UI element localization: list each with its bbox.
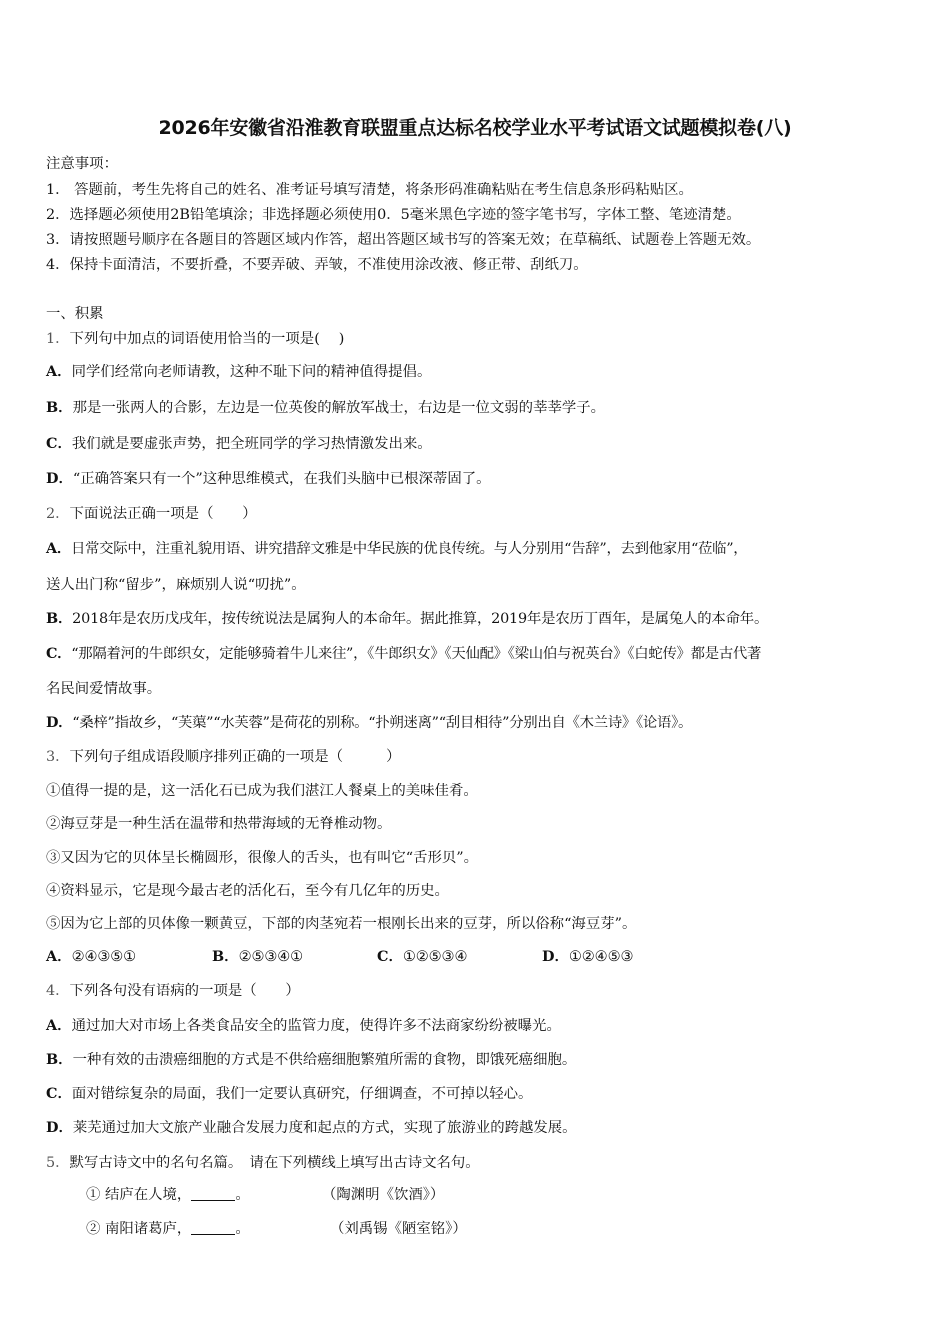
question-4 <box>46 979 300 1000</box>
notice-heading: 注意事项： <box>46 156 118 172</box>
option-label: C． <box>377 948 403 965</box>
option-text: 面对错综复杂的局面，我们一定要认真研究，仔细调查，不可掉以轻心。 <box>71 1086 533 1102</box>
option-text: ①②⑤③④ <box>402 949 468 965</box>
question-number: 4． <box>46 983 70 999</box>
option-label: D． <box>542 948 569 965</box>
option-text: ②④③⑤① <box>71 949 137 965</box>
choice-c <box>377 945 467 966</box>
option-text: 同学们经常向老师请教，这种不耻下问的精神值得提倡。 <box>71 364 432 380</box>
section-heading: 一、积累 <box>46 306 104 322</box>
question-number: 1． <box>46 331 70 347</box>
page-title: 2026年安徽省沿淮教育联盟重点达标名校学业水平考试语文试题模拟卷(八) <box>158 117 792 139</box>
option-b <box>46 1048 576 1069</box>
option-text: “那隔着河的牛郎织女，定能够骑着牛儿来往”，《牛郎织女》《天仙配》《梁山伯与祝英台》《白蛇传》都是古代著 <box>71 646 762 662</box>
question-stem: 下面说法正确一项是（ ） <box>69 506 257 522</box>
question-3 <box>46 745 401 766</box>
option-label: D． <box>46 714 73 731</box>
option-a <box>46 360 431 381</box>
fill-source: （陶渊明《饮酒》） <box>322 1187 445 1203</box>
question-number: 3． <box>46 749 70 765</box>
option-text: ①②④⑤③ <box>568 949 634 965</box>
question-stem: 下列各句没有语病的一项是（ ） <box>69 983 300 999</box>
fill-item <box>86 1217 250 1238</box>
option-text: 日常交际中，注重礼貌用语、讲究措辞文雅是中华民族的优良传统。与人分别用“告辞”，去到他家用“莅临”， <box>70 541 748 557</box>
option-b <box>46 396 605 417</box>
option-label: B． <box>46 1051 73 1068</box>
question-1 <box>46 327 344 348</box>
option-text: “桑梓”指故乡，“芙蕖”“水芙蓉”是荷花的别称。“扑朔迷离”“刮目相待”分别出自《木兰诗》《论语》。 <box>72 715 693 731</box>
option-label: B． <box>46 610 73 627</box>
option-text: 我们就是要虚张声势，把全班同学的学习热情激发出来。 <box>71 436 432 452</box>
option-c <box>46 432 432 453</box>
sentence-item: ④资料显示，它是现今最古老的活化石，至今有几亿年的历史。 <box>46 883 449 899</box>
question-5 <box>46 1151 480 1172</box>
question-number: 5． <box>46 1155 70 1171</box>
fill-blank[interactable] <box>191 1220 235 1235</box>
option-a <box>46 537 747 558</box>
question-number: 2． <box>46 506 70 522</box>
option-a <box>46 1014 561 1035</box>
option-d <box>46 1116 577 1137</box>
fill-prompt: ② 南阳诸葛庐， <box>86 1221 192 1237</box>
option-label: D． <box>46 1119 73 1136</box>
option-c-continued: 名民间爱情故事。 <box>46 681 162 697</box>
sentence-item: ①值得一提的是，这一活化石已成为我们湛江人餐桌上的美味佳肴。 <box>46 783 478 799</box>
sentence-item: ⑤因为它上部的贝体像一颗黄豆，下部的肉茎宛若一根刚长出来的豆芽，所以俗称“海豆芽”。 <box>46 916 637 932</box>
option-text: “正确答案只有一个”这种思维模式，在我们头脑中已根深蒂固了。 <box>72 471 491 487</box>
choice-d <box>542 945 633 966</box>
question-2 <box>46 502 257 523</box>
option-c <box>46 642 761 663</box>
option-text: 莱芜通过加大文旅产业融合发展力度和起点的方式，实现了旅游业的跨越发展。 <box>72 1120 577 1136</box>
fill-prompt: ① 结庐在人境， <box>86 1187 192 1203</box>
option-label: C． <box>46 1085 72 1102</box>
option-label: B． <box>46 399 73 416</box>
question-stem: 默写古诗文中的名句名篇。 请在下列横线上填写出古诗文名句。 <box>69 1155 480 1171</box>
option-c <box>46 1082 532 1103</box>
option-label: C． <box>46 645 72 662</box>
option-b <box>46 607 768 628</box>
choice-a <box>46 945 136 966</box>
option-text: 2018年是农历戊戌年，按传统说法是属狗人的本命年。据此推算，2019年是农历丁酉年，是属兔人的本命年。 <box>72 611 769 627</box>
option-text: 那是一张两人的合影，左边是一位英俊的解放军战士，右边是一位文弱的莘莘学子。 <box>72 400 606 416</box>
question-stem: 下列句子组成语段顺序排列正确的一项是（ ） <box>69 749 401 765</box>
option-label: A． <box>46 948 72 965</box>
fill-blank[interactable] <box>191 1186 235 1201</box>
choice-b <box>212 945 303 966</box>
notice-item: 4．保持卡面清洁，不要折叠，不要弄破、弄皱，不准使用涂改液、修正带、刮纸刀。 <box>46 257 588 273</box>
option-label: B． <box>212 948 239 965</box>
option-text: ②⑤③④① <box>238 949 304 965</box>
option-label: D． <box>46 470 73 487</box>
option-d <box>46 467 491 488</box>
sentence-item: ②海豆芽是一种生活在温带和热带海域的无脊椎动物。 <box>46 816 392 832</box>
option-text: 一种有效的击溃癌细胞的方式是不供给癌细胞繁殖所需的食物，即饿死癌细胞。 <box>72 1052 577 1068</box>
question-stem: 下列句中加点的词语使用恰当的一项是( ) <box>69 331 345 347</box>
notice-item: 1． 答题前，考生先将自己的姓名、准考证号填写清楚，将条形码准确粘贴在考生信息条形码粘贴区。 <box>46 182 693 198</box>
option-a-continued: 送人出门称“留步”，麻烦别人说“叨扰”。 <box>46 577 306 593</box>
fill-end: 。 <box>235 1221 250 1237</box>
option-label: A． <box>46 1017 72 1034</box>
option-d <box>46 711 692 732</box>
fill-source: （刘禹锡《陋室铭》） <box>330 1221 467 1237</box>
notice-item: 3．请按照题号顺序在各题目的答题区域内作答，超出答题区域书写的答案无效；在草稿纸、试题卷上答题无效。 <box>46 232 761 248</box>
option-label: A． <box>46 363 72 380</box>
fill-end: 。 <box>235 1187 250 1203</box>
fill-item <box>86 1183 250 1204</box>
option-label: A． <box>46 540 71 557</box>
notice-item: 2．选择题必须使用2B铅笔填涂；非选择题必须使用0．5毫米黑色字迹的签字笔书写，字体工整、笔迹清楚。 <box>46 207 741 223</box>
option-text: 通过加大对市场上各类食品安全的监管力度，使得许多不法商家纷纷被曝光。 <box>71 1018 561 1034</box>
option-label: C． <box>46 435 72 452</box>
sentence-item: ③又因为它的贝体呈长椭圆形，很像人的舌头，也有叫它“舌形贝”。 <box>46 850 479 866</box>
